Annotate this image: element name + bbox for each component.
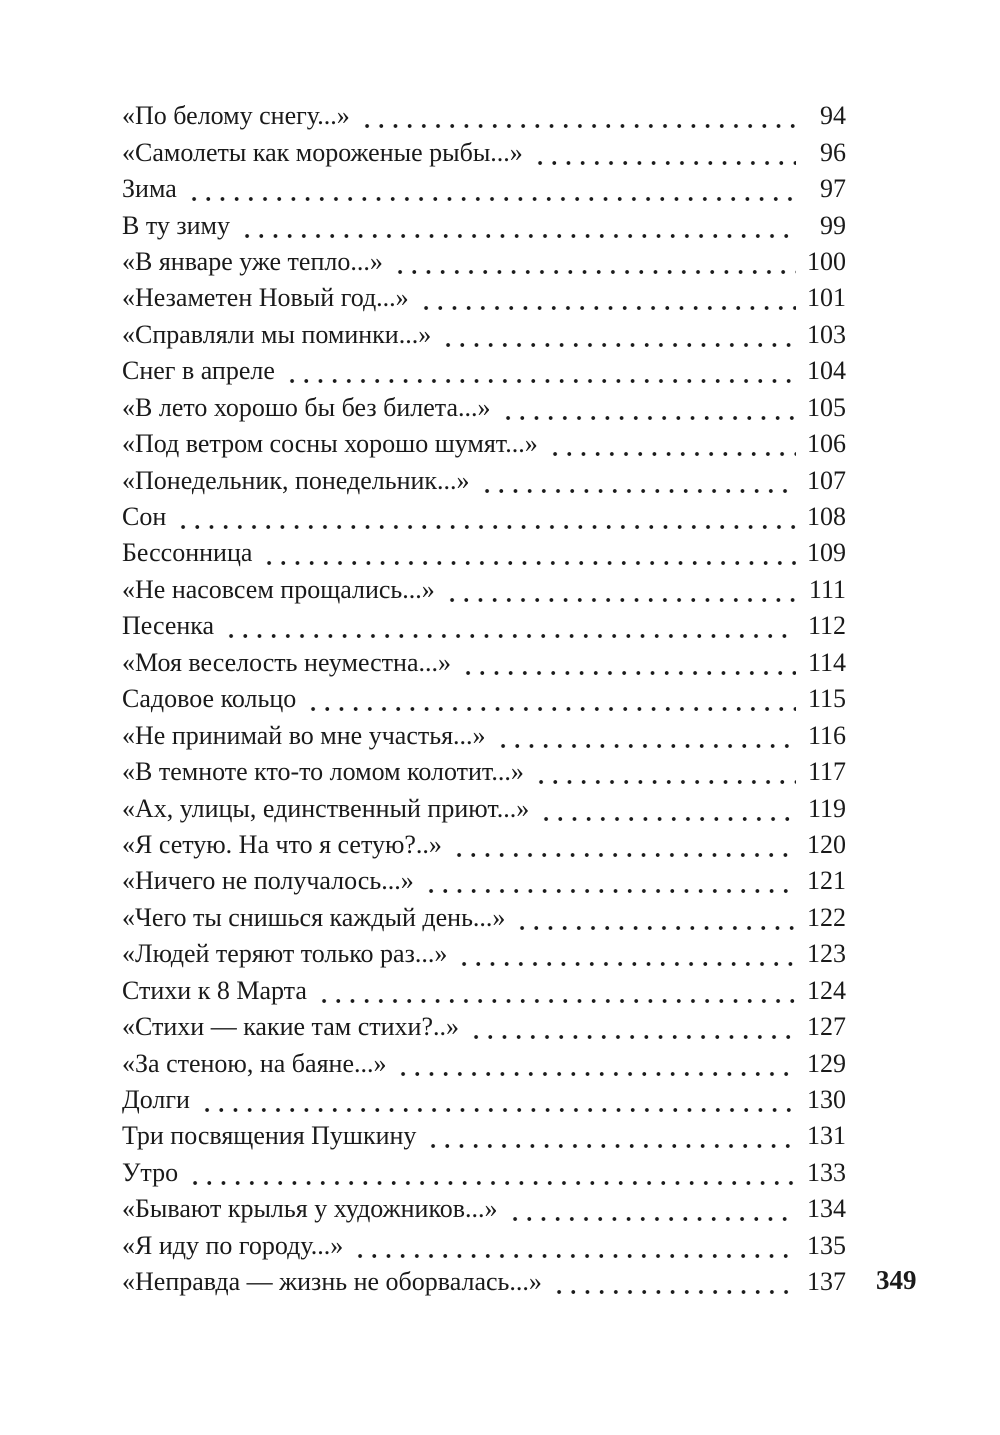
toc-entry-page: 130 [807,1085,846,1115]
toc-entry [122,681,846,717]
toc-entry [122,134,846,170]
toc-entry-page: 115 [807,684,846,714]
dot-leader [285,353,796,389]
toc-entry [122,98,846,134]
dot-leader [452,827,796,863]
toc-entry [122,499,846,535]
table-of-contents [122,98,846,1300]
toc-entry-page: 103 [807,319,846,349]
toc-entry-title: Долги [122,1085,190,1115]
toc-entry [122,900,846,936]
toc-entry [122,1009,846,1045]
dot-leader [552,1264,796,1300]
toc-entry [122,462,846,498]
toc-entry [122,1045,846,1081]
dot-leader [548,426,796,462]
toc-entry-title: Садовое кольцо [122,684,297,714]
toc-entry-title: «Неправда — жизнь не оборвалась...» [122,1267,542,1297]
toc-entry [122,863,846,899]
toc-entry-title: Снег в апреле [122,356,275,386]
dot-leader [508,1191,796,1227]
toc-entry-title: Три посвящения Пушкину [122,1121,417,1151]
toc-entry-page: 100 [807,246,846,276]
toc-entry-title: Бессонница [122,538,253,568]
toc-entry-page: 101 [807,283,846,313]
toc-entry-page: 99 [820,210,846,240]
dot-leader [306,681,796,717]
toc-entry [122,1155,846,1191]
toc-entry-page: 109 [807,538,846,568]
dot-leader [187,171,796,207]
dot-leader [353,1228,796,1264]
toc-entry-title: «В темноте кто-то ломом колотит...» [122,757,524,787]
toc-entry-page: 127 [807,1012,846,1042]
toc-entry-title: Песенка [122,611,215,641]
toc-entry [122,645,846,681]
toc-entry [122,244,846,280]
dot-leader [393,244,796,280]
toc-entry-title: «Ничего не получалось...» [122,866,414,896]
dot-leader [534,754,796,790]
toc-entry [122,1228,846,1264]
toc-entry-title: «Ах, улицы, единственный приют...» [122,793,530,823]
dot-leader [515,900,796,936]
toc-entry-title: «Не насовсем прощались...» [122,574,435,604]
toc-entry-title: «По белому снегу...» [122,101,350,131]
dot-leader [317,973,796,1009]
dot-leader [441,317,796,353]
toc-entry-title: «Под ветром сосны хорошо шумят...» [122,429,538,459]
toc-entry [122,754,846,790]
toc-entry-page: 123 [807,939,846,969]
toc-entry [122,171,846,207]
toc-entry-title: «Не принимай во мне участья...» [122,720,486,750]
dot-leader [396,1046,796,1082]
toc-entry [122,207,846,243]
toc-entry-page: 131 [807,1121,846,1151]
toc-entry [122,1082,846,1118]
dot-leader [426,1118,796,1154]
dot-leader [424,863,796,899]
toc-entry-page: 111 [808,574,846,604]
toc-entry [122,973,846,1009]
toc-entry-page: 114 [807,647,846,677]
toc-entry-page: 107 [807,465,846,495]
toc-entry [122,317,846,353]
toc-entry-title: «Чего ты снишься каждый день...» [122,902,506,932]
toc-entry [122,717,846,753]
toc-entry-title: «Справляли мы поминки...» [122,319,432,349]
dot-leader [240,208,796,244]
dot-leader [469,1009,796,1045]
page-number: 349 [876,1265,917,1295]
dot-leader [457,936,796,972]
toc-entry-title: Утро [122,1157,179,1187]
dot-leader [480,463,796,499]
dot-leader [445,572,796,608]
toc-entry-page: 112 [807,611,846,641]
dot-leader [200,1082,796,1118]
toc-entry-title: В ту зиму [122,210,230,240]
dot-leader [224,608,796,644]
toc-entry-page: 135 [807,1230,846,1260]
toc-entry-title: «В лето хорошо бы без билета...» [122,392,491,422]
dot-leader [188,1155,796,1191]
dot-leader [501,390,797,426]
toc-entry [122,1191,846,1227]
toc-entry-page: 119 [807,793,846,823]
toc-entry [122,280,846,316]
toc-entry-page: 120 [807,829,846,859]
toc-entry-page: 116 [807,720,846,750]
toc-entry [122,608,846,644]
toc-entry-page: 97 [820,174,846,204]
dot-leader [533,135,796,171]
toc-entry-page: 129 [807,1048,846,1078]
toc-entry-page: 108 [807,502,846,532]
toc-entry-title: Сон [122,502,167,532]
toc-entry [122,390,846,426]
toc-entry-title: «Я иду по городу...» [122,1230,344,1260]
toc-entry-title: Зима [122,174,177,204]
toc-entry-page: 94 [820,101,846,131]
toc-entry-title: «Незаметен Новый год...» [122,283,409,313]
toc-entry [122,535,846,571]
toc-entry-title: «Моя веселость неуместна...» [122,647,451,677]
toc-entry-title: «Стихи — какие там стихи?..» [122,1012,459,1042]
toc-entry-title: «В январе уже тепло...» [122,246,383,276]
toc-entry-page: 105 [807,392,846,422]
toc-entry-page: 117 [807,757,846,787]
toc-entry-title: Стихи к 8 Марта [122,975,307,1005]
toc-entry-title: «Бывают крылья у художников...» [122,1194,498,1224]
dot-leader [262,535,796,571]
dot-leader [496,718,796,754]
toc-entry [122,572,846,608]
toc-entry-title: «Я сетую. На что я сетую?..» [122,829,442,859]
toc-entry-title: «Людей теряют только раз...» [122,939,448,969]
toc-entry-title: «Понедельник, понедельник...» [122,465,470,495]
toc-entry [122,936,846,972]
dot-leader [461,645,796,681]
dot-leader [360,98,796,134]
dot-leader [539,791,796,827]
toc-entry-page: 96 [820,137,846,167]
toc-entry-title: «Самолеты как мороженые рыбы...» [122,137,523,167]
toc-entry-page: 122 [807,902,846,932]
toc-entry-page: 137 [807,1267,846,1297]
toc-entry [122,353,846,389]
toc-entry [122,1118,846,1154]
toc-entry-title: «За стеною, на баяне...» [122,1048,387,1078]
toc-entry-page: 121 [807,866,846,896]
toc-entry-page: 133 [807,1157,846,1187]
toc-entry [122,790,846,826]
toc-entry [122,1264,846,1300]
toc-entry [122,426,846,462]
toc-entry-page: 104 [807,356,846,386]
dot-leader [176,499,796,535]
dot-leader [419,280,796,316]
toc-entry [122,827,846,863]
toc-entry-page: 106 [807,429,846,459]
toc-entry-page: 124 [807,975,846,1005]
toc-entry-page: 134 [807,1194,846,1224]
